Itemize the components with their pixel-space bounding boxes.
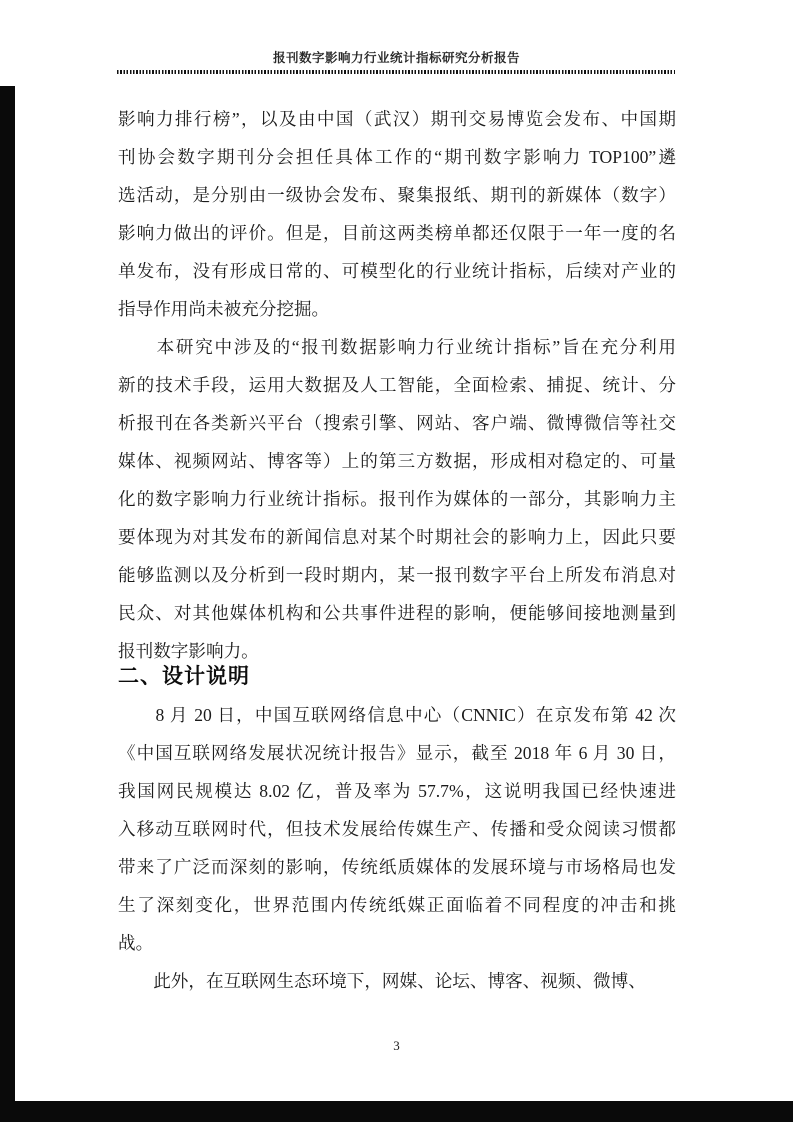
paragraph-2 [118, 328, 676, 670]
running-header-title: 报刊数字影响力行业统计指标研究分析报告 [272, 51, 520, 65]
text-line: 《中国互联网络发展状况统计报告》显示，截至 2018 年 6 月 30 日， [118, 743, 676, 763]
text-line: 入移动互联网时代，但技术发展给传媒生产、传播和受众阅读习惯都 [118, 819, 676, 839]
text-line: 析报刊在各类新兴平台（搜索引擎、网站、客户端、微博微信等社交 [118, 413, 676, 433]
text-line: 本研究中涉及的“报刊数据影响力行业统计指标”旨在充分利用 [118, 337, 676, 357]
scan-edge-bottom [0, 1101, 793, 1122]
text-line: 单发布，没有形成日常的、可模型化的行业统计指标，后续对产业的 [118, 261, 676, 281]
scan-edge-left [0, 86, 15, 1122]
paragraph-1 [118, 100, 676, 328]
text-line: 化的数字影响力行业统计指标。报刊作为媒体的一部分，其影响力主 [118, 489, 676, 509]
text-line: 指导作用尚未被充分挖掘。 [118, 299, 330, 319]
text-line: 新的技术手段，运用大数据及人工智能，全面检索、捕捉、统计、分 [118, 375, 676, 395]
text-line: 8 月 20 日，中国互联网络信息中心（CNNIC）在京发布第 42 次 [118, 705, 676, 725]
header-dotted-rule [117, 70, 675, 74]
text-line: 选活动，是分别由一级协会发布、聚集报纸、期刊的新媒体（数字） [118, 185, 676, 205]
text-line: 报刊数字影响力。 [118, 641, 259, 661]
text-line: 影响力做出的评价。但是，目前这两类榜单都还仅限于一年一度的名 [118, 223, 676, 243]
text-line: 刊协会数字期刊分会担任具体工作的“期刊数字影响力 TOP100”遴 [118, 147, 676, 167]
text-line: 生了深刻变化，世界范围内传统纸媒正面临着不同程度的冲击和挑 [118, 895, 676, 915]
text-line: 战。 [118, 933, 154, 953]
section-heading: 二、设计说明 [118, 665, 250, 688]
text-line: 此外，在互联网生态环境下，网媒、论坛、博客、视频、微博、 [118, 971, 646, 991]
paragraph-4 [118, 962, 676, 1000]
paragraph-3 [118, 696, 676, 962]
text-line: 民众、对其他媒体机构和公共事件进程的影响，便能够间接地测量到 [118, 603, 676, 623]
text-line: 影响力排行榜”，以及由中国（武汉）期刊交易博览会发布、中国期 [118, 109, 676, 129]
text-line: 带来了广泛而深刻的影响，传统纸质媒体的发展环境与市场格局也发 [118, 857, 676, 877]
text-line: 要体现为对其发布的新闻信息对某个时期社会的影响力上，因此只要 [118, 527, 676, 547]
text-line: 能够监测以及分析到一段时期内，某一报刊数字平台上所发布消息对 [118, 565, 676, 585]
page-number: 3 [393, 1038, 400, 1053]
text-line: 我国网民规模达 8.02 亿，普及率为 57.7%，这说明我国已经快速进 [118, 781, 676, 801]
text-line: 媒体、视频网站、博客等）上的第三方数据，形成相对稳定的、可量 [118, 451, 676, 471]
